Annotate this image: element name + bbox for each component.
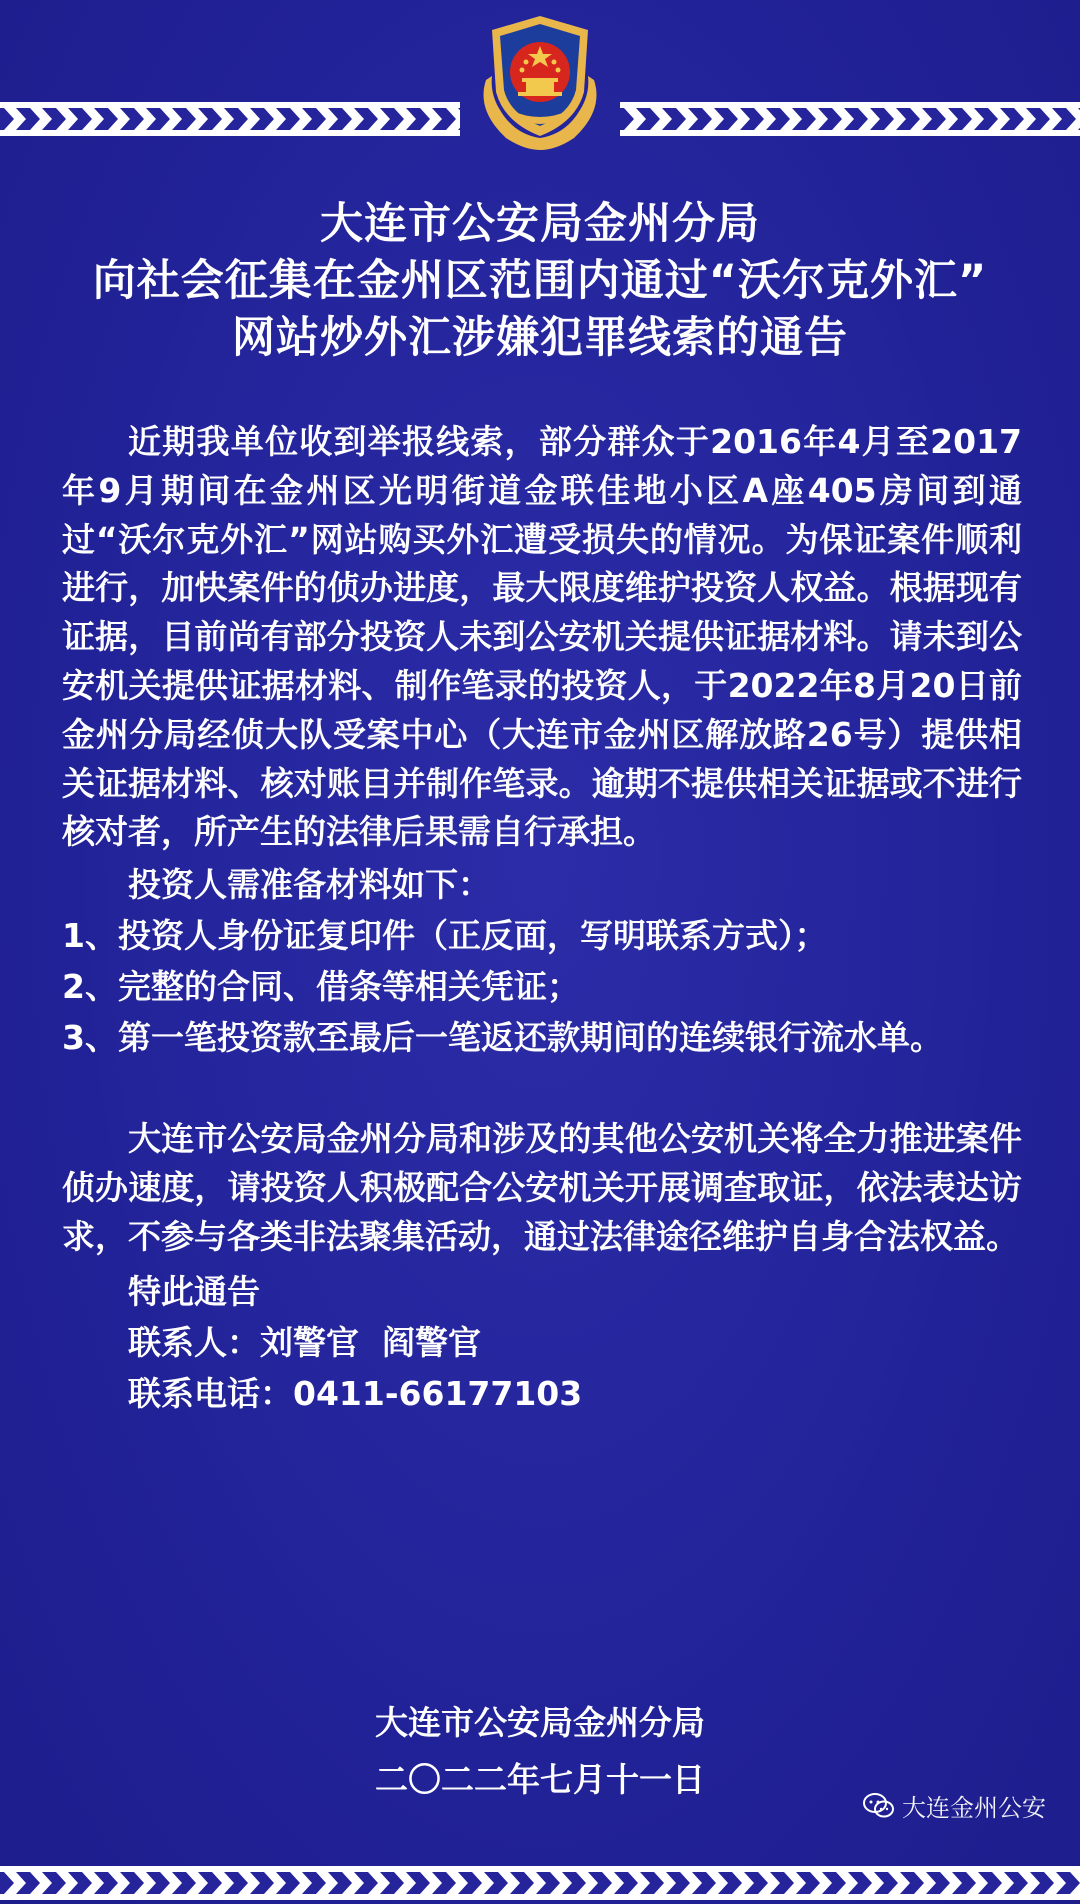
notice-body (62, 418, 1022, 1419)
body-paragraph-1: 近期我单位收到举报线索，部分群众于2016年4月至2017年9月期间在金州区光明街道金联佳地小区A座405房间到通过“沃尔克外汇”网站购买外汇遭受损失的情况。为保证案件顺利进行，加快案件的侦办进度，最大限度维护投资人权益。根据现有证据，目前尚有部分投资人未到公安机关提供证据材料。请未到公安机关提供证据材料、制作笔录的投资人，于2022年8月20日前金州分局经侦大队受案中心（大连市金州区解放路26号）提供相关证据材料、核对账目并制作笔录。逾期不提供相关证据或不进行核对者，所产生的法律后果需自行承担。 (62, 422, 1022, 852)
bottom-decorative-band (0, 1866, 1080, 1900)
notice-close: 特此通告 (128, 1271, 260, 1311)
title-line-2: 向社会征集在金州区范围内通过“沃尔克外汇” (92, 256, 988, 306)
notice-title (0, 196, 1080, 367)
signature-date: 二〇二二年七月十一日 (375, 1760, 705, 1799)
top-decorative-band-right (620, 102, 1080, 136)
top-decorative-band-left (0, 102, 460, 136)
police-emblem-icon (466, 10, 614, 158)
materials-item-2: 2、完整的合同、借条等相关凭证； (62, 967, 580, 1007)
title-line-3: 网站炒外汇涉嫌犯罪线索的通告 (232, 313, 848, 363)
contact-person: 联系人：刘警官 阎警官 (128, 1322, 481, 1362)
signature-org: 大连市公安局金州分局 (375, 1703, 705, 1742)
materials-item-3: 3、第一笔投资款至最后一笔返还款期间的连续银行流水单。 (62, 1018, 943, 1058)
materials-heading: 投资人需准备材料如下： (128, 865, 491, 905)
materials-item-1: 1、投资人身份证复印件（正反面，写明联系方式）； (62, 916, 828, 956)
wechat-icon (862, 1791, 896, 1821)
title-line-1: 大连市公安局金州分局 (320, 199, 760, 249)
watermark (862, 1788, 1046, 1823)
contact-phone: 联系电话：0411-66177103 (128, 1373, 583, 1413)
watermark-text: 大连金州公安 (902, 1794, 1046, 1822)
body-paragraph-2: 大连市公安局金州分局和涉及的其他公安机关将全力推进案件侦办速度，请投资人积极配合公安机关开展调查取证，依法表达访求，不参与各类非法聚集活动，通过法律途径维护自身合法权益。 (62, 1119, 1022, 1256)
